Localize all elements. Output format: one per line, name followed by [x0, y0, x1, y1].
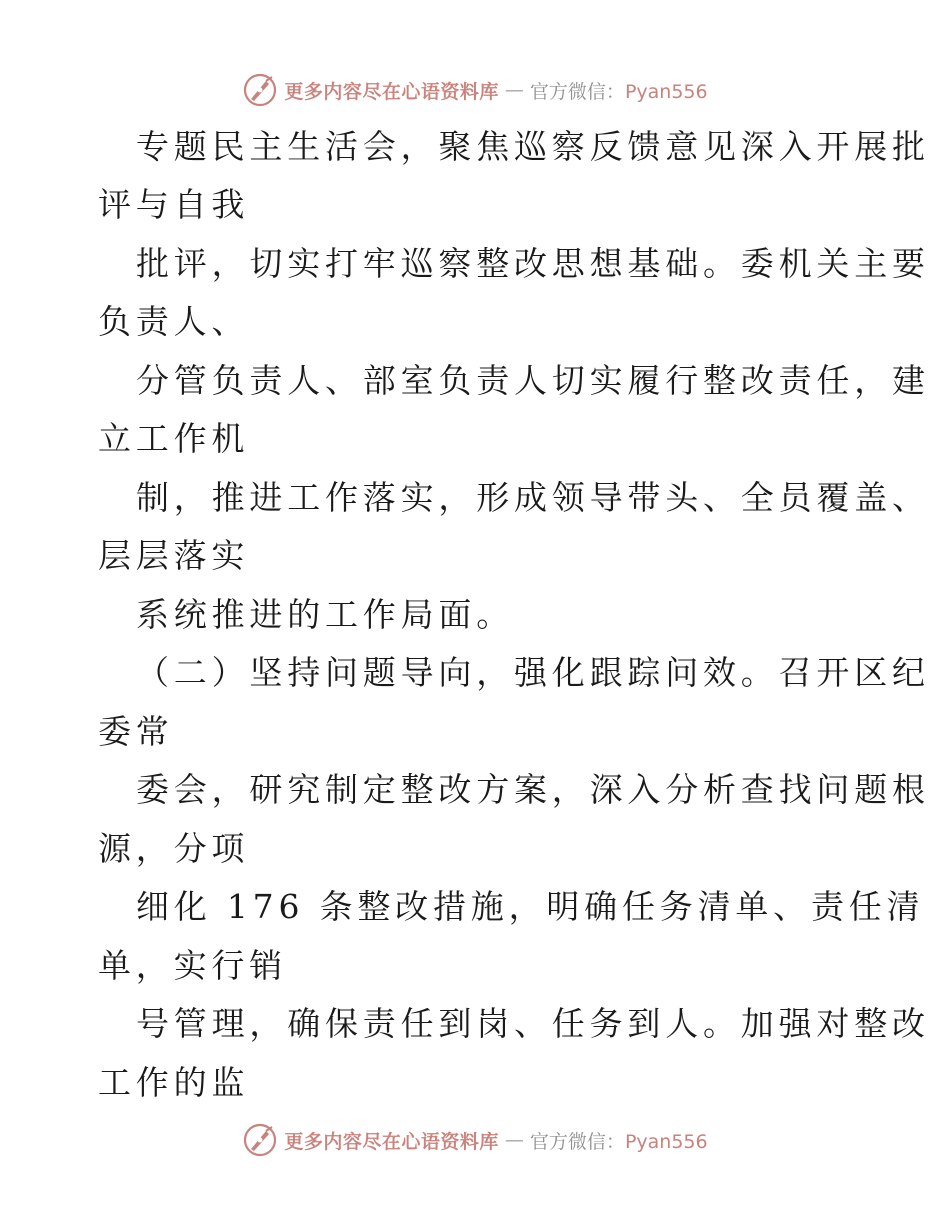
- body-line: 委会，研究制定整改方案，深入分析查找问题根: [136, 770, 930, 809]
- body-line: 单，实行销: [98, 946, 287, 985]
- watermark-separator: —: [504, 79, 524, 101]
- body-line: 系统推进的工作局面。: [136, 595, 514, 634]
- watermark-brand: 更多内容尽在心语资料库: [284, 1130, 499, 1153]
- watermark-contact-id: Pyan556: [624, 1130, 708, 1153]
- body-line: 号管理，确保责任到岗、任务到人。加强对整改: [136, 1004, 930, 1043]
- body-line: 制，推进工作落实，形成领导带头、全员覆盖、: [136, 478, 930, 517]
- body-line: 立工作机: [98, 419, 250, 458]
- watermark-contact: [530, 77, 708, 104]
- header-watermark: [0, 70, 950, 110]
- body-line: 层层落实: [98, 536, 250, 575]
- body-line: 批评，切实打牢巡察整改思想基础。委机关主要: [136, 244, 930, 283]
- footer-watermark: [0, 1120, 950, 1160]
- watermark-contact-id: Pyan556: [624, 80, 708, 103]
- body-line: 委常: [98, 712, 174, 751]
- watermark-separator: —: [504, 1129, 524, 1151]
- body-line: 细化 176 条整改措施，明确任务清单、责任清: [136, 887, 925, 926]
- quill-pen-circle-icon: [242, 1122, 278, 1158]
- body-line: 分管负责人、部室负责人切实履行整改责任，建: [136, 361, 930, 400]
- watermark-contact-label: 官方微信：: [529, 1130, 625, 1153]
- body-line: 负责人、: [98, 302, 250, 341]
- watermark-contact-label: 官方微信：: [529, 80, 625, 103]
- watermark-contact: [530, 1127, 708, 1154]
- body-line: 专题民主生活会，聚焦巡察反馈意见深入开展批: [136, 127, 930, 166]
- watermark-brand: 更多内容尽在心语资料库: [284, 80, 499, 103]
- body-line: 评与自我: [98, 185, 250, 224]
- body-line: （二）坚持问题导向，强化跟踪问效。召开区纪: [136, 653, 930, 692]
- body-line: 源，分项: [98, 829, 250, 868]
- quill-pen-circle-icon: [242, 72, 278, 108]
- body-line: 工作的监: [98, 1063, 250, 1102]
